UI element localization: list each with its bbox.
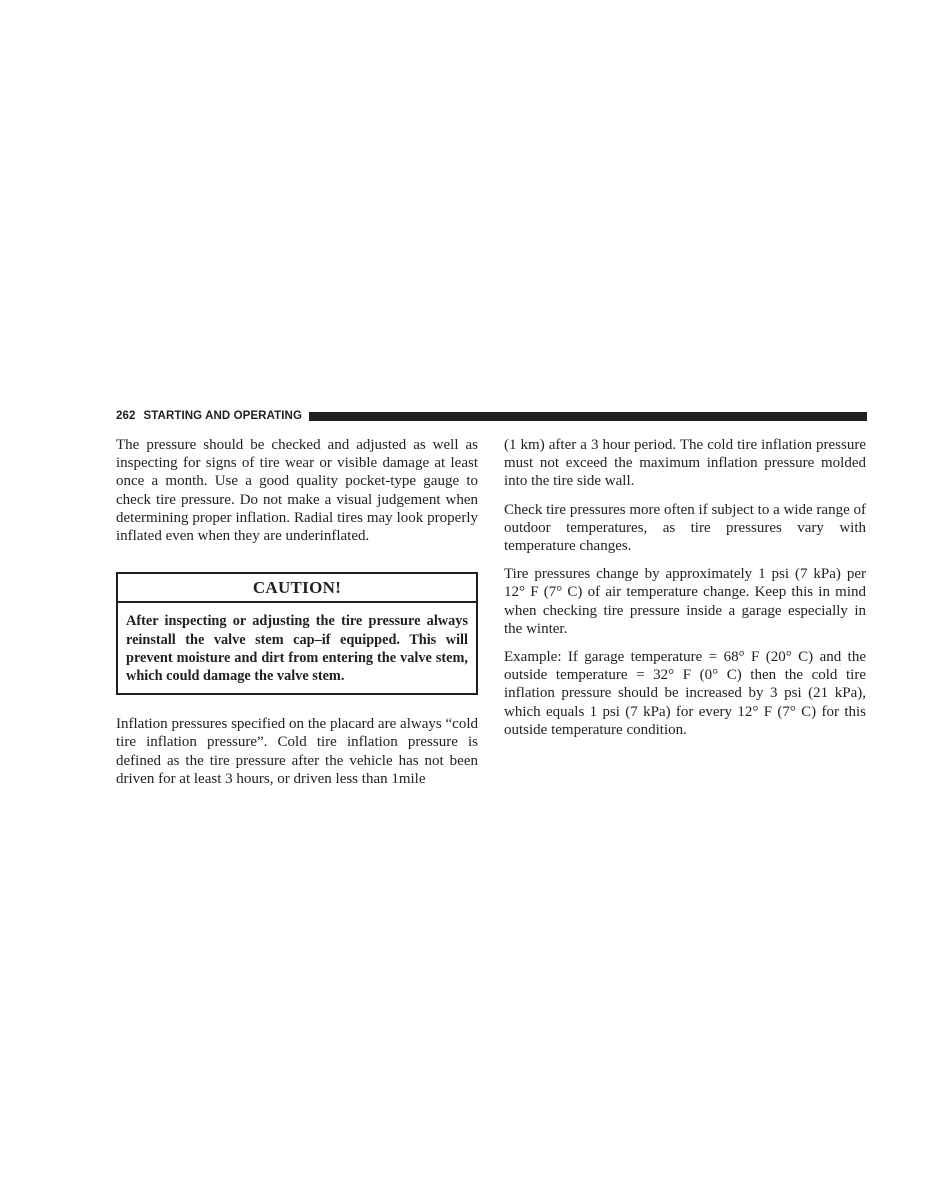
paragraph-example: Example: If garage temperature = 68° F (20° C) and the outside temperature = 32° F (0° C) then the cold tire inflation pressure should be increased by 3 psi (21 kPa), which equals 1 psi (7 kPa) for every 12° F (7° C) for this outside temperature condition. — [504, 649, 866, 738]
caution-box — [116, 572, 478, 695]
right-column — [504, 436, 866, 739]
header-rule — [309, 412, 867, 421]
paragraph-max-inflation: (1 km) after a 3 hour period. The cold tire inflation pressure must not exceed the maximum inflation pressure molded into the tire side wall. — [504, 437, 866, 490]
page-number: 262 — [116, 410, 136, 422]
caution-title: CAUTION! — [118, 574, 476, 603]
page-header — [116, 408, 867, 424]
left-column — [116, 436, 478, 788]
paragraph-temperature-range: Check tire pressures more often if subject to a wide range of outdoor temperatures, as tire pressures vary with temperature changes. — [504, 501, 866, 555]
paragraph-pressure-change: Tire pressures change by approximately 1 psi (7 kPa) per 12° F (7° C) of air temperature change. Keep this in mind when checking tire pressure inside a garage especially in the winter. — [504, 566, 866, 637]
paragraph-pressure-check: The pressure should be checked and adjusted as well as inspecting for signs of tire wear or visible damage at least once a month. Use a good quality pocket-type gauge to check tire pressure. Do not make a visual judgement when determining proper inflation. Radial tires may look properly inflated even when they are underinflated. — [116, 437, 478, 545]
section-title: STARTING AND OPERATING — [143, 410, 303, 422]
caution-text: After inspecting or adjusting the tire pressure always reinstall the valve stem cap–if equipped. This will prevent moisture and dirt from entering the valve stem, which could damage the valve stem. — [126, 613, 468, 685]
paragraph-cold-inflation: Inflation pressures specified on the placard are always “cold tire inflation pressure”. Cold tire inflation pressure is defined as the tire pressure after the vehicle has not been driven for at least 3 hours, or driven less than 1mile — [116, 716, 478, 787]
